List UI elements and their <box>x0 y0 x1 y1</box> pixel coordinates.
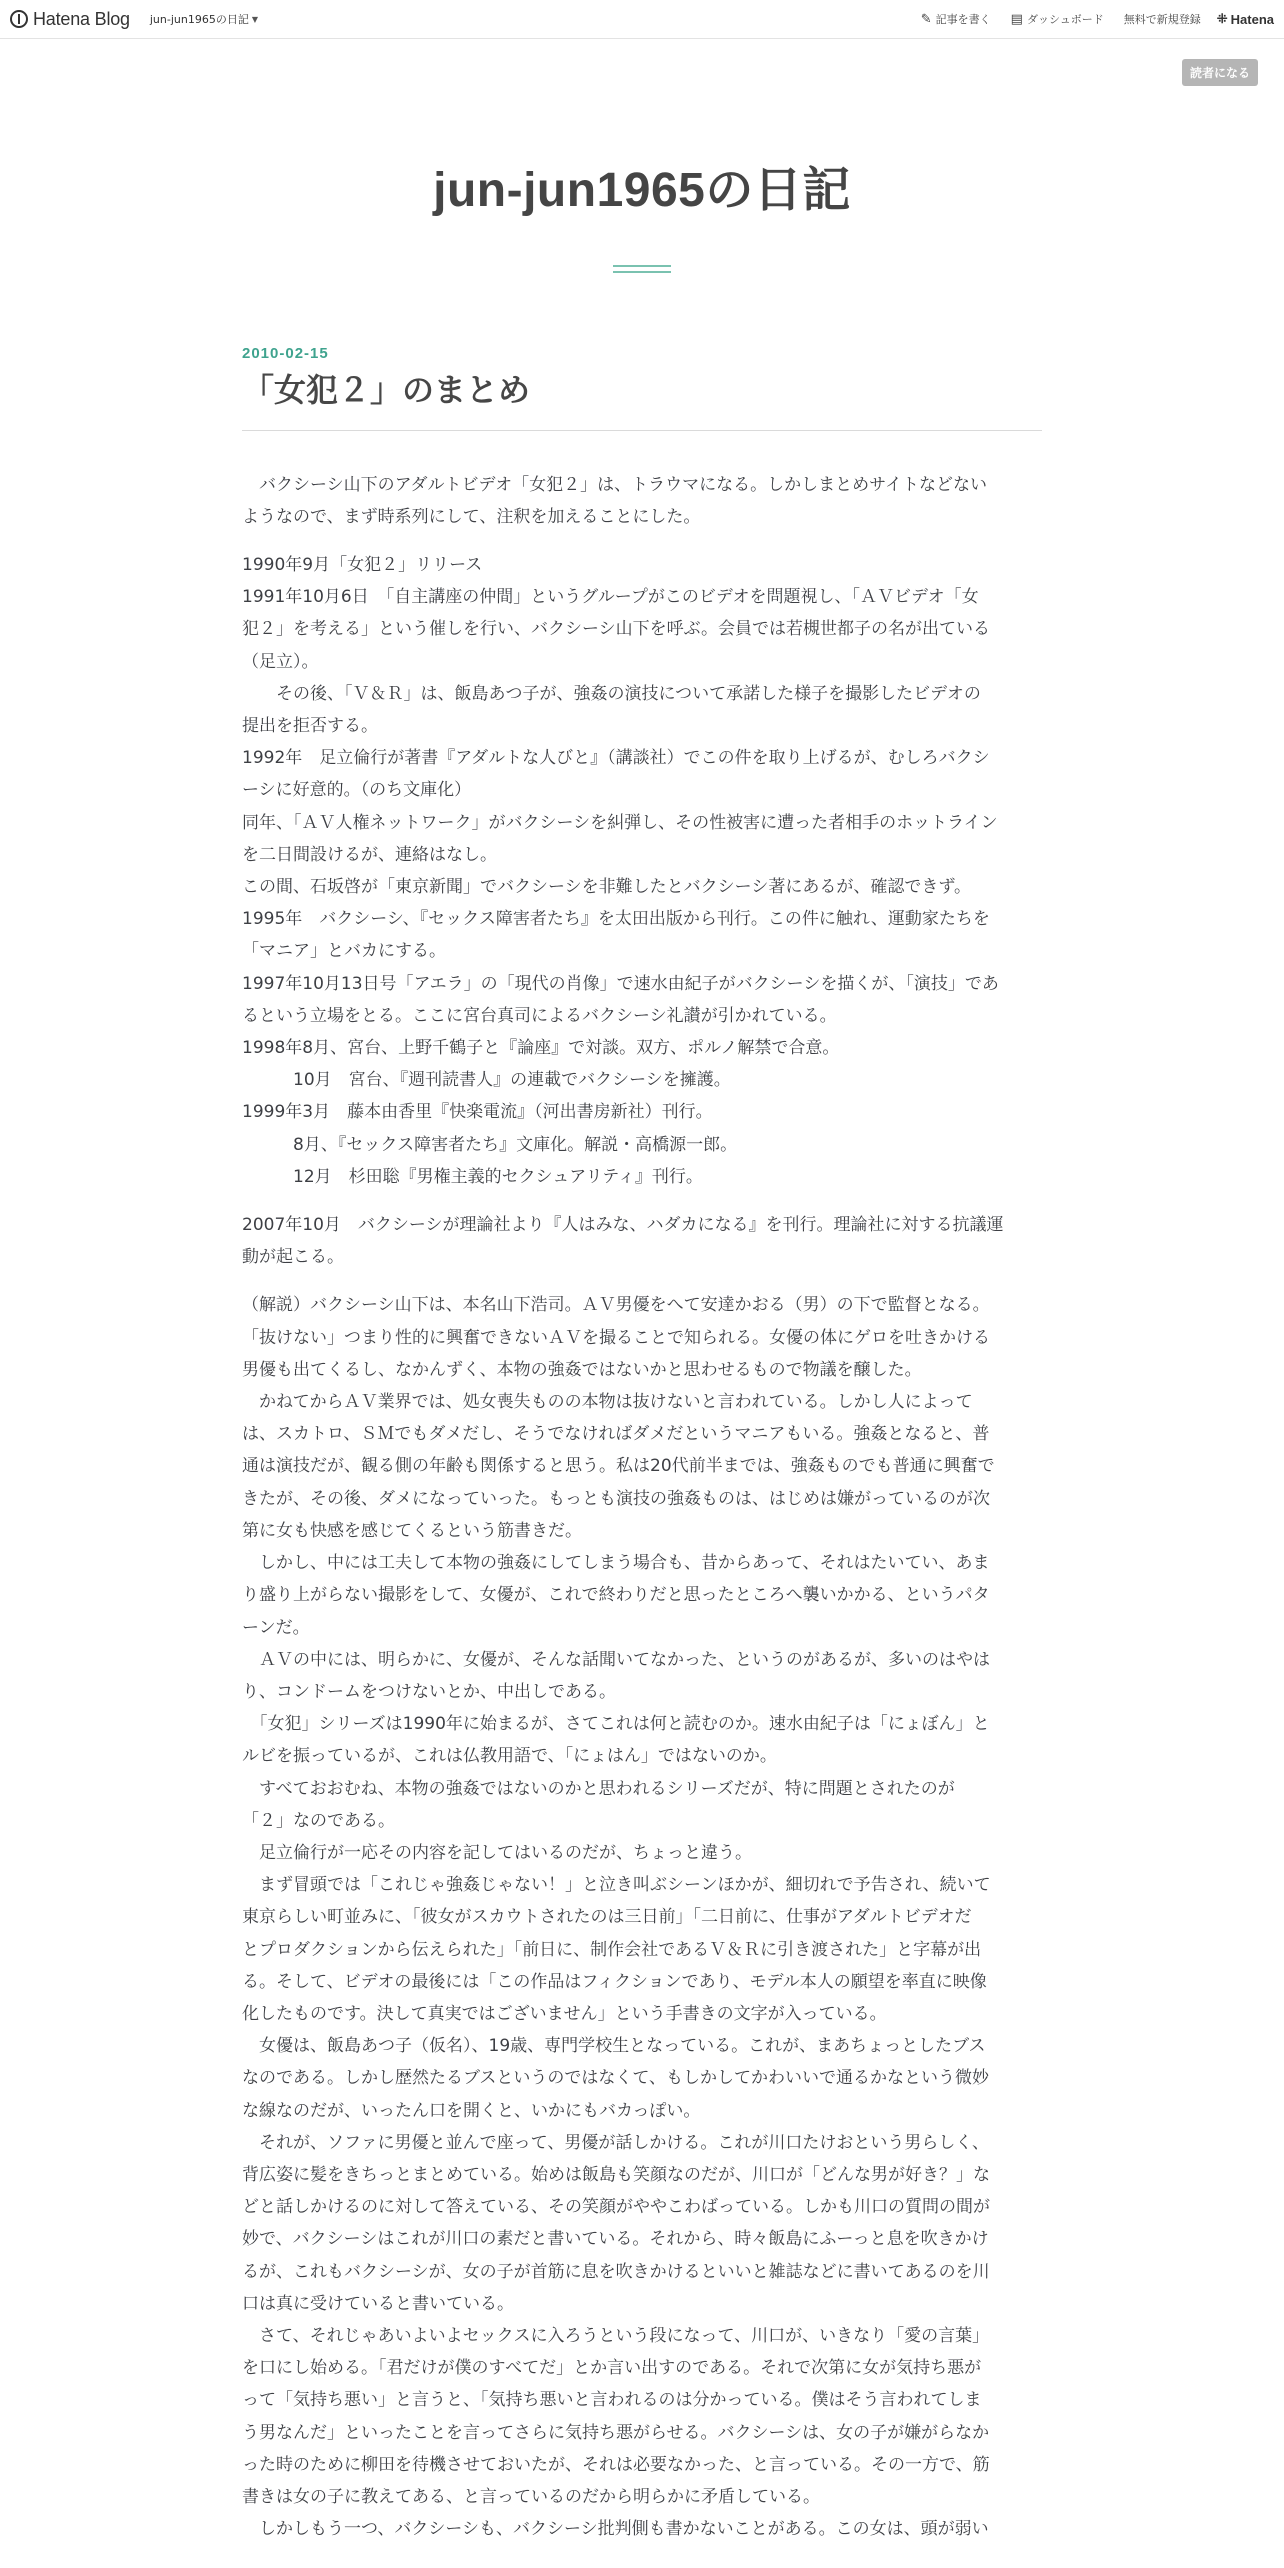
register-label: 無料で新規登録 <box>1123 13 1201 26</box>
text-line: ＡＶの中には、明らかに、女優が、そんな話聞いてなかった、というのがあるが、多いのはやは <box>242 1649 990 1670</box>
text-line: 1990年9月「女犯２」リリース <box>242 555 483 575</box>
title-decoration <box>0 265 1284 273</box>
text-line: バクシーシ山下のアダルトビデオ「女犯２」は、トラウマになる。しかしまとめサイトなどない <box>242 474 987 495</box>
blog-title[interactable]: jun-jun1965の日記 <box>433 164 851 217</box>
text-line: どと話しかけるのに対して答えている、その笑顔がややこわばっている。しかも川口の質問の間が <box>242 2197 990 2218</box>
text-line: を二日間設けるが、連絡はなし。 <box>242 844 497 865</box>
hatena-label: Hatena <box>1230 11 1274 27</box>
text-line: 妙で、バクシーシはこれが川口の素だと書いている。それから、時々飯島にふーっと息を吹きかけ <box>242 2229 989 2250</box>
text-line: 提出を拒否する。 <box>242 716 378 737</box>
blog-switcher-label: jun-jun1965の日記 <box>149 13 249 26</box>
text-line: 1997年10月13日号「アエラ」の「現代の肖像」で速水由紀子がバクシーシを描くが、「演技」であ <box>242 973 999 994</box>
register-link[interactable] <box>1124 11 1201 27</box>
text-line: るが、これもバクシーシが、女の子が首筋に息を吹きかけるといいと雑誌などに書いてあるのを川 <box>242 2261 990 2282</box>
text-line: を口にし始める。「君だけが僕のすべてだ」とか言い出すのである。それで次第に女が気持ち悪が <box>242 2358 982 2379</box>
write-entry-label: 記事を書く <box>935 13 991 26</box>
text-line: なのである。しかし歴然たるブスというのではなくて、もしかしてかわいいで通るかなという微妙 <box>242 2068 989 2089</box>
text-line: 女優は、飯島あつ子（仮名）、19歳、専門学校生となっている。これが、まあちょっとしたブス <box>242 2036 986 2057</box>
pencil-icon: ✎ <box>920 11 932 27</box>
text-line: り盛り上がらない撮影をして、女優が、これで終わりだと思ったところへ襲いかかる、というパタ <box>242 1585 990 1606</box>
hatena-menu[interactable] <box>1217 11 1274 27</box>
text-line: それが、ソファに男優と並んで座って、男優が話しかける。これが川口たけおという男らしく、 <box>242 2132 989 2153</box>
hatena-dots-icon: ⁜ <box>1216 11 1228 26</box>
timeline-paragraph <box>242 549 1042 1193</box>
text-line: って「気持ち悪い」と言うと、「気持ち悪いと言われるのは分かっている。僕はそう言われてしま <box>242 2390 982 2411</box>
text-line: 1998年8月、宮台、上野千鶴子と『論座』で対談。双方、ポルノ解禁で合意。 <box>242 1038 840 1059</box>
text-line: ーンだ。 <box>242 1617 310 1638</box>
text-line: 男優も出てくるし、なかんずく、本物の強姦ではないかと思わせるもので物議を醸した。 <box>242 1359 922 1380</box>
text-line: きたが、その後、ダメになっていった。もっとも演技の強姦ものは、はじめは嫌がっているのが次 <box>242 1488 990 1509</box>
text-line: すべておおむね、本物の強姦ではないのかと思われるシリーズだが、特に問題とされたのが <box>242 1778 955 1799</box>
chevron-down-icon: ▼ <box>251 14 258 24</box>
text-line: 8月、『セックス障害者たち』文庫化。解説・高橋源一郎。 <box>242 1134 738 1155</box>
commentary-paragraph <box>242 1289 1042 2545</box>
text-line: るという立場をとる。ここに宮台真司によるバクシーシ礼讃が引かれている。 <box>242 1005 837 1026</box>
text-line: 背広姿に髪をきちっとまとめている。始めは飯島も笑顔なのだが、川口が「どんな男が好き？」な <box>242 2164 990 2185</box>
text-line: 12月 杉田聡『男権主義的セクシュアリティ』刊行。 <box>242 1166 703 1187</box>
subscribe-button[interactable]: 読者になる <box>1182 59 1258 86</box>
write-entry-link[interactable] <box>921 11 991 27</box>
text-line: 1991年10月6日 「自主講座の仲間」というグループがこのビデオを問題視し、「ＡＶビデオ「女 <box>242 587 979 608</box>
text-line: 通は演技だが、観る側の年齢も関係すると思う。私は20代前半までは、強姦ものでも普通に興奮で <box>242 1456 995 1477</box>
text-line: 同年、「ＡＶ人権ネットワーク」がバクシーシを糾弾し、その性被害に遭った者相手のホットライン <box>242 812 998 833</box>
hatena-blog-logo[interactable] <box>10 9 130 30</box>
dashboard-icon: ▤ <box>1010 11 1023 27</box>
text-line: 動が起こる。 <box>242 1247 344 1268</box>
intro-paragraph <box>242 469 1042 533</box>
text-line: 1992年 足立倫行が著書『アダルトな人びと』（講談社）でこの件を取り上げるが、むしろバクシ <box>242 748 990 769</box>
text-line: まず冒頭では「これじゃ強姦じゃない！」と泣き叫ぶシーンほかが、細切れで予告され、続いて <box>242 1875 991 1896</box>
text-line: さて、それじゃあいよいよセックスに入ろうという段になって、川口が、いきなり「愛の言葉」 <box>242 2325 990 2346</box>
dashboard-label: ダッシュボード <box>1026 13 1104 26</box>
hatena-blog-logo-icon <box>10 10 28 28</box>
text-line: 「マニア」とバカにする。 <box>242 941 446 962</box>
entry-content <box>242 469 1042 2546</box>
text-line: 足立倫行が一応その内容を記してはいるのだが、ちょっと違う。 <box>242 1842 752 1863</box>
text-line: 「抜けない」つまり性的に興奮できないＡＶを撮ることで知られる。女優の体にゲロを吐きかける <box>242 1327 990 1348</box>
text-line: 「女犯」シリーズは1990年に始まるが、さてこれは何と読むのか。速水由紀子は「にょぼん」と <box>242 1714 990 1735</box>
text-line: う男なんだ」といったことを言ってさらに気持ち悪がらせる。バクシーシは、女の子が嫌がらなか <box>242 2422 990 2443</box>
text-line: 「２」なのである。 <box>242 1810 395 1831</box>
paragraph-2007 <box>242 1209 1042 1273</box>
text-line: しかし、中には工夫して本物の強姦にしてしまう場合も、昔からあって、それはたいてい、あま <box>242 1553 990 1574</box>
text-line: 1995年 バクシーシ、『セックス障害者たち』を太田出版から刊行。この件に触れ、運動家たちを <box>242 909 990 930</box>
header-right <box>901 11 1274 27</box>
text-line: かねてからＡＶ業界では、処女喪失ものの本物は抜けないと言われている。しかし人によって <box>242 1392 973 1413</box>
global-header <box>0 0 1284 39</box>
entry-date[interactable]: 2010-02-15 <box>242 345 329 362</box>
header-left <box>10 9 258 30</box>
text-line: な線なのだが、いったん口を開くと、いかにもバカっぽい。 <box>242 2100 701 2121</box>
text-line: 10月 宮台、『週刊読書人』の連載でバクシーシを擁護。 <box>242 1070 731 1091</box>
text-line: 東京らしい町並みに、「彼女がスカウトされたのは三日前」「二日前に、仕事がアダルトビデオだ <box>242 1907 972 1928</box>
text-line: その後、「Ｖ＆Ｒ」は、飯島あつ子が、強姦の演技について承諾した様子を撮影したビデオの <box>242 683 981 704</box>
text-line: る。そして、ビデオの最後には「この作品はフィクションであり、モデル本人の願望を率直に映像 <box>242 1971 987 1992</box>
text-line: この間、石坂啓が「東京新聞」でバクシーシを非難したとバクシーシ著にあるが、確認できず。 <box>242 877 971 898</box>
text-line: 化したものです。決して真実ではございません」という手書きの文字が入っている。 <box>242 2003 887 2024</box>
text-line: 犯２」を考える」という催しを行い、バクシーシ山下を呼ぶ。会員では若槻世都子の名が出ている <box>242 619 990 640</box>
entry-title[interactable]: 「女犯２」のまとめ <box>242 371 531 409</box>
text-line: （解説）バクシーシ山下は、本名山下浩司。ＡＶ男優をへて安達かおる（男）の下で監督となる。 <box>242 1295 990 1316</box>
text-line: った時のために柳田を待機させておいたが、それは必要なかった、と言っている。その一方で、筋 <box>242 2454 990 2475</box>
text-line: しかしもう一つ、バクシーシも、バクシーシ批判側も書かないことがある。この女は、頭が弱い <box>242 2519 989 2540</box>
entry-article <box>242 273 1042 2545</box>
text-line: は、スカトロ、ＳＭでもダメだし、そうでなければダメだというマニアもいる。強姦となると、普 <box>242 1424 990 1445</box>
text-line: 1999年3月 藤本由香里『快楽電流』（河出書房新社）刊行。 <box>242 1102 713 1123</box>
text-line: ようなので、まず時系列にして、注釈を加えることにした。 <box>242 506 701 527</box>
text-line: ルビを振っているが、これは仏教用語で、「にょはん」ではないのか。 <box>242 1746 777 1767</box>
blog-switcher[interactable] <box>150 11 258 27</box>
text-line: 2007年10月 バクシーシが理論社より『人はみな、ハダカになる』を刊行。理論社に対する抗議運 <box>242 1215 1004 1236</box>
text-line: 第に女も快感を感じてくるという筋書きだ。 <box>242 1520 582 1541</box>
text-line: とプロダクションから伝えられた」「前日に、制作会社であるＶ＆Ｒに引き渡された」と字幕が出 <box>242 1939 982 1960</box>
text-line: ーシに好意的。（のち文庫化） <box>242 780 472 801</box>
text-line: り、コンドームをつけないとか、中出しである。 <box>242 1681 616 1702</box>
title-divider <box>242 430 1042 431</box>
text-line: 書きは女の子に教えてある、と言っているのだから明らかに矛盾している。 <box>242 2486 820 2507</box>
text-line: 口は真に受けていると書いている。 <box>242 2293 514 2314</box>
dashboard-link[interactable] <box>1011 11 1104 27</box>
hatena-blog-logo-text: Hatena Blog <box>33 8 130 29</box>
text-line: （足立）。 <box>242 651 319 672</box>
